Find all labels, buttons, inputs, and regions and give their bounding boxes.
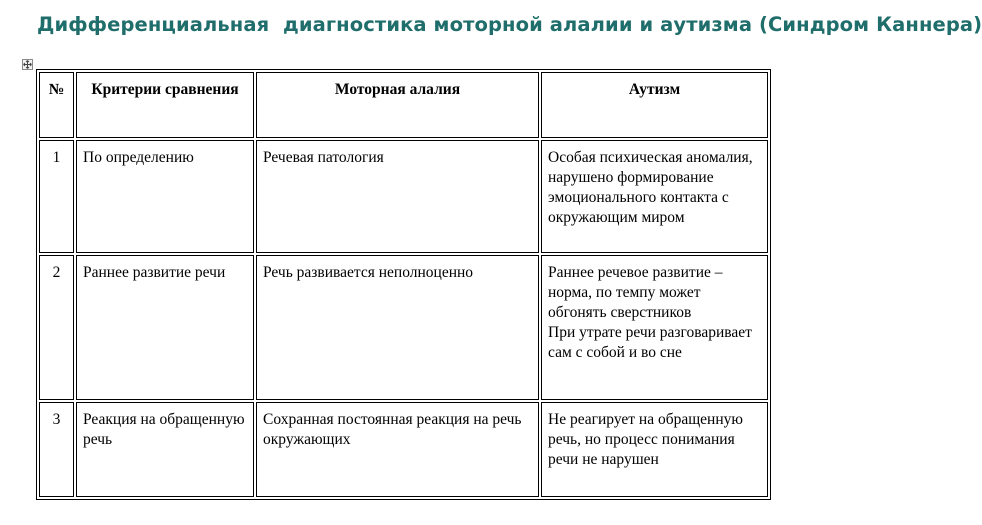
criterion-cell: По определению xyxy=(76,140,254,253)
move-arrows-icon xyxy=(23,60,32,69)
motor-alalia-cell: Речевая патология xyxy=(256,140,539,253)
autism-cell xyxy=(541,255,768,400)
document-title: Дифференциальная диагностика моторной алалии и аутизма (Синдром Каннера) xyxy=(37,13,982,36)
header-criteria: Критерии сравнения xyxy=(76,72,254,138)
table-header-row xyxy=(39,72,768,138)
criterion-cell: Реакция на обращенную речь xyxy=(76,402,254,497)
criterion-cell: Раннее развитие речи xyxy=(76,255,254,400)
autism-text: Особая психическая аномалия, нарушено формирование эмоционального контакта с окружающим миром xyxy=(548,149,753,226)
row-number: 1 xyxy=(39,140,74,253)
autism-text: Не реагирует на обращенную речь, но процесс понимания речи не нарушен xyxy=(548,411,743,468)
table-row xyxy=(39,255,768,400)
autism-cell xyxy=(541,140,768,253)
table-row xyxy=(39,402,768,497)
comparison-table xyxy=(36,69,771,500)
motor-alalia-cell: Речь развивается неполноценно xyxy=(256,255,539,400)
table-row xyxy=(39,140,768,253)
row-number: 2 xyxy=(39,255,74,400)
autism-cell xyxy=(541,402,768,497)
autism-text: Раннее речевое развитие – норма, по темпу может обгонять сверстников xyxy=(548,264,723,321)
motor-alalia-cell: Сохранная постоянная реакция на речь окружающих xyxy=(256,402,539,497)
header-number: № xyxy=(39,72,74,138)
row-number: 3 xyxy=(39,402,74,497)
header-motor-alalia: Моторная алалия xyxy=(256,72,539,138)
table-move-handle-icon[interactable] xyxy=(22,59,33,70)
autism-text: При утрате речи разговаривает сам с собой и во сне xyxy=(548,324,752,361)
header-autism: Аутизм xyxy=(541,72,768,138)
